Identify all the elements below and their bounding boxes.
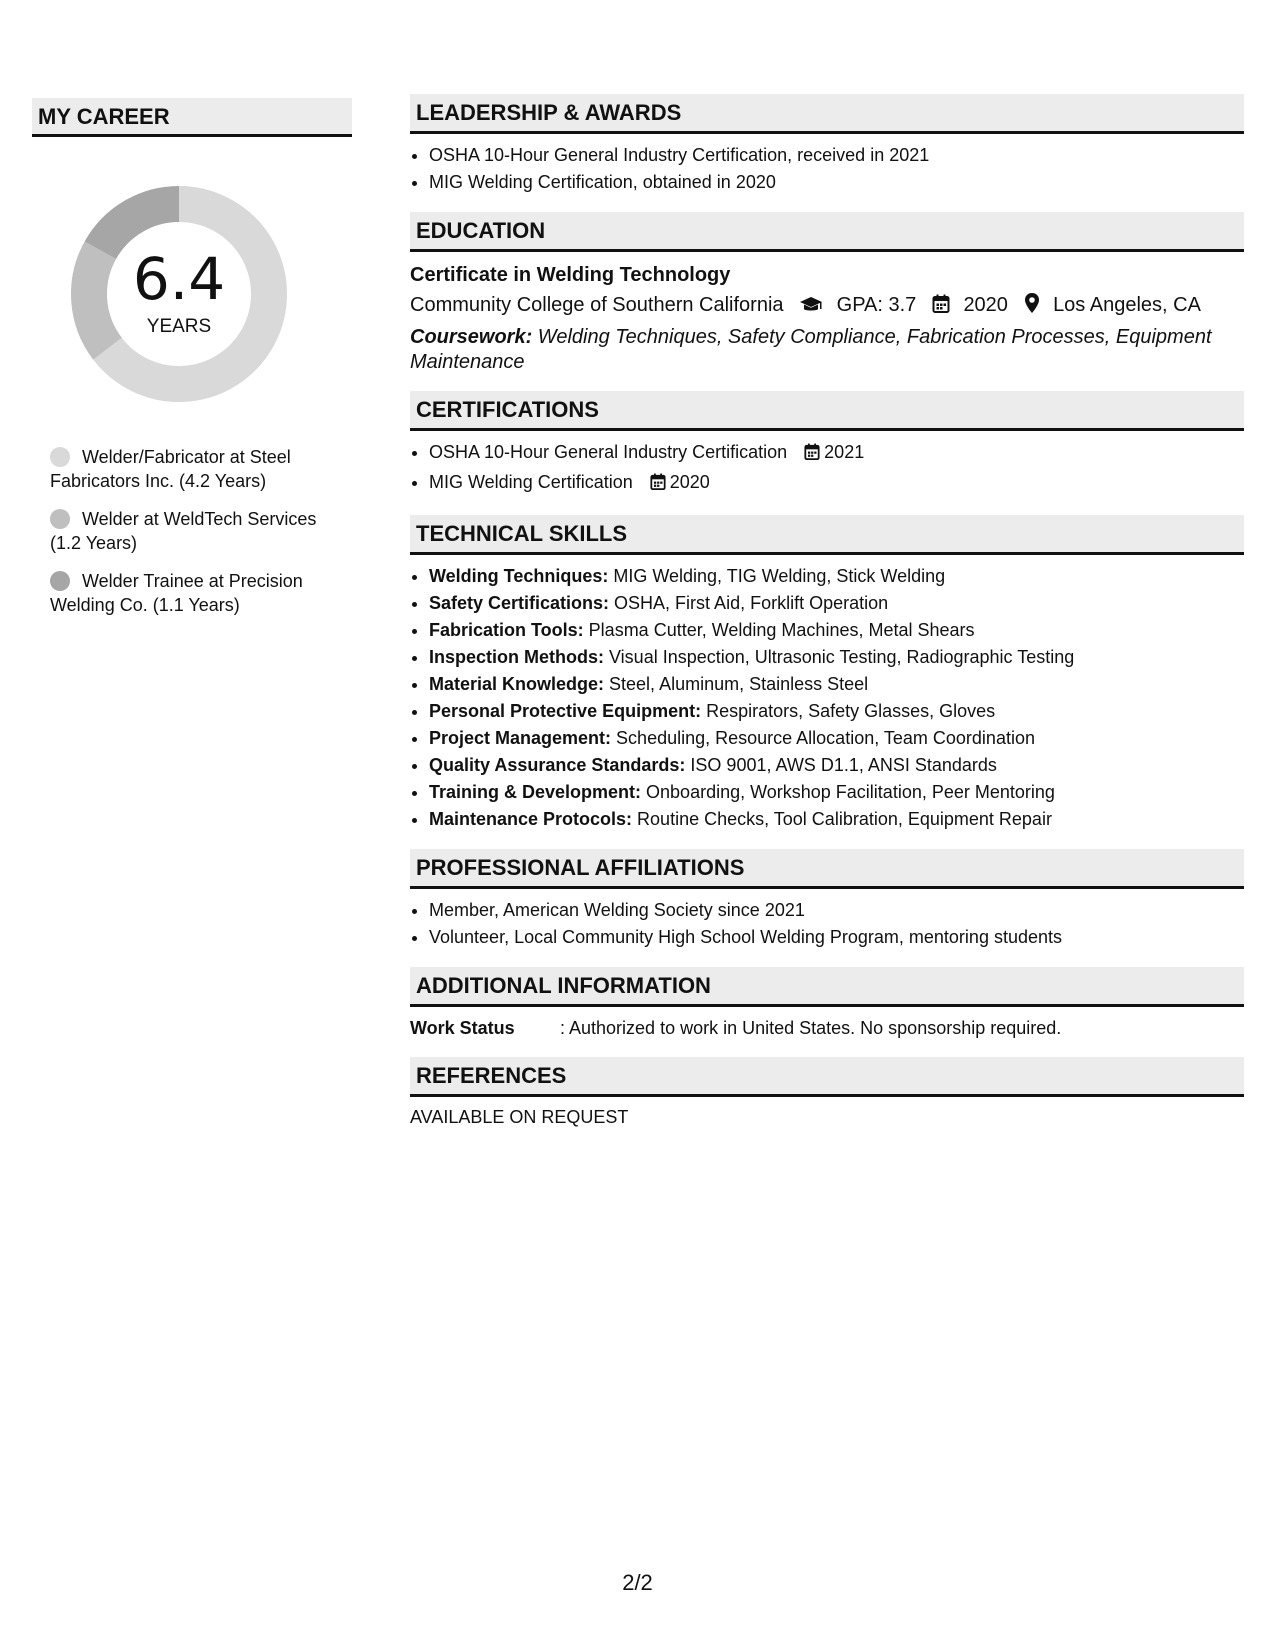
list-item <box>429 725 1244 752</box>
legend-item <box>50 507 352 555</box>
skill-value: OSHA, First Aid, Forklift Operation <box>609 593 889 613</box>
gpa: GPA: 3.7 <box>836 294 917 316</box>
list-item <box>429 698 1244 725</box>
skill-label: Safety Certifications: <box>429 593 610 613</box>
certification-year: 2020 <box>669 472 710 492</box>
skill-label: Quality Assurance Standards: <box>429 755 686 775</box>
certification-name: OSHA 10-Hour General Industry Certification <box>429 442 788 462</box>
list-item <box>429 617 1244 644</box>
graduation-cap-icon <box>799 293 823 323</box>
references-section <box>410 1057 1244 1128</box>
skill-label: Inspection Methods: <box>429 647 604 667</box>
skill-label: Maintenance Protocols: <box>429 809 633 829</box>
list-item: • MIG Welding Certification, obtained in 2020 <box>429 169 1244 196</box>
additional-info-heading: ADDITIONAL INFORMATION <box>410 967 1244 1007</box>
career-total-years: 6.4 <box>132 245 226 313</box>
skill-label: Fabrication Tools: <box>429 620 584 640</box>
list-item: • OSHA 10-Hour General Industry Certification, received in 2021 <box>429 142 1244 169</box>
education-meta <box>410 290 1244 323</box>
legend-dot-icon <box>50 571 70 591</box>
career-donut-chart <box>64 179 294 409</box>
map-pin-icon <box>1024 292 1040 323</box>
skill-label: Personal Protective Equipment: <box>429 701 702 721</box>
resume-main <box>410 94 1244 1144</box>
list-item: • Volunteer, Local Community High School Welding Program, mentoring students <box>429 924 1244 951</box>
leadership-heading: LEADERSHIP & AWARDS <box>410 94 1244 134</box>
list-item <box>429 806 1244 833</box>
certifications-list <box>410 439 1244 499</box>
school-location: Los Angeles, CA <box>1053 294 1201 316</box>
certifications-heading: CERTIFICATIONS <box>410 391 1244 431</box>
legend-label: Welder Trainee at Precision Welding Co. (1.1 Years) <box>50 571 303 615</box>
certification-name: MIG Welding Certification <box>429 472 633 492</box>
references-heading: REFERENCES <box>410 1057 1244 1097</box>
affiliations-heading: PROFESSIONAL AFFILIATIONS <box>410 849 1244 889</box>
school-name: Community College of Southern California <box>410 294 784 316</box>
work-status-label: Work Status <box>410 1018 515 1038</box>
skill-value: ISO 9001, AWS D1.1, ANSI Standards <box>685 755 997 775</box>
leadership-list <box>410 142 1244 196</box>
coursework-label: Coursework: <box>410 326 533 348</box>
skill-value: Respirators, Safety Glasses, Gloves <box>701 701 996 721</box>
skill-value: MIG Welding, TIG Welding, Stick Welding <box>608 566 946 586</box>
skill-value: Routine Checks, Tool Calibration, Equipment Repair <box>632 809 1052 829</box>
coursework-list: Welding Techniques, Safety Compliance, Fabrication Processes, Equipment Maintenance <box>410 326 1212 373</box>
list-item <box>429 469 1244 499</box>
career-heading: MY CAREER <box>32 98 352 137</box>
calendar-icon <box>650 472 666 499</box>
skill-value: Plasma Cutter, Welding Machines, Metal Shears <box>583 620 975 640</box>
coursework <box>410 325 1244 375</box>
affiliations-section <box>410 849 1244 951</box>
list-item <box>429 563 1244 590</box>
calendar-icon <box>932 293 950 323</box>
legend-dot-icon <box>50 447 70 467</box>
calendar-icon <box>804 442 820 469</box>
education-heading: EDUCATION <box>410 212 1244 252</box>
certification-year: 2021 <box>824 442 865 462</box>
career-legend <box>50 445 352 617</box>
additional-info-section <box>410 967 1244 1041</box>
skill-label: Training & Development: <box>429 782 642 802</box>
affiliations-list <box>410 897 1244 951</box>
list-item <box>429 590 1244 617</box>
list-item <box>429 644 1244 671</box>
skill-value: Onboarding, Workshop Facilitation, Peer Mentoring <box>641 782 1055 802</box>
page-number: 2/2 <box>622 1570 653 1595</box>
skills-section <box>410 515 1244 833</box>
leadership-section <box>410 94 1244 196</box>
skill-value: Scheduling, Resource Allocation, Team Coordination <box>611 728 1035 748</box>
skills-list <box>410 563 1244 833</box>
skill-value: Visual Inspection, Ultrasonic Testing, Radiographic Testing <box>604 647 1075 667</box>
work-status-row <box>410 1015 1244 1041</box>
work-status-value: : Authorized to work in United States. No sponsorship required. <box>560 1018 1062 1038</box>
skill-value: Steel, Aluminum, Stainless Steel <box>604 674 869 694</box>
list-item: • Member, American Welding Society since 2021 <box>429 897 1244 924</box>
legend-item <box>50 569 352 617</box>
skill-label: Material Knowledge: <box>429 674 605 694</box>
graduation-year: 2020 <box>963 294 1008 316</box>
certifications-section <box>410 391 1244 499</box>
legend-label: Welder at WeldTech Services (1.2 Years) <box>50 509 317 553</box>
skill-label: Welding Techniques: <box>429 566 609 586</box>
career-total-unit: YEARS <box>146 316 212 337</box>
legend-label: Welder/Fabricator at Steel Fabricators Inc. (4.2 Years) <box>50 447 291 491</box>
list-item <box>429 752 1244 779</box>
skills-heading: TECHNICAL SKILLS <box>410 515 1244 555</box>
degree-title: Certificate in Welding Technology <box>410 264 731 286</box>
legend-item <box>50 445 352 493</box>
list-item <box>429 779 1244 806</box>
list-item <box>429 671 1244 698</box>
skill-label: Project Management: <box>429 728 612 748</box>
list-item <box>429 439 1244 469</box>
legend-dot-icon <box>50 509 70 529</box>
career-sidebar <box>32 98 352 631</box>
references-text: AVAILABLE ON REQUEST <box>410 1107 629 1127</box>
education-section <box>410 212 1244 375</box>
